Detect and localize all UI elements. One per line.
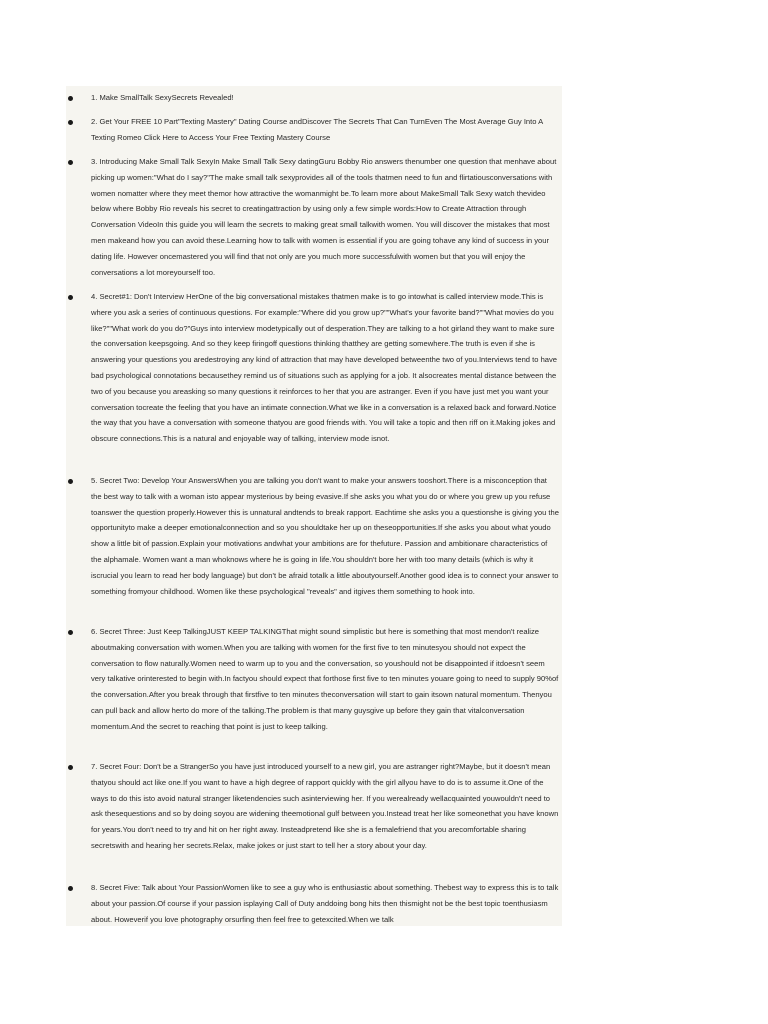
list-item-text: 7. Secret Four: Don't be a StrangerSo you have just introduced yourself to a new girl, you are astranger right?Maybe, but it doesn't mean thatyou should act like one.If you want to have a high degree of rapport quickly with the girl allyou have to do is to assume it.One of the ways to do this isto avoid natural stranger liketendencies such asinterviewing her. If you werealready wellacquainted youwouldn't need to ask thesequestions and so by doing soyou are widening theemotional gulf between you.Instead treat her like someonethat you have known for years.You don't need to try and hit on her right away. Insteadpretend like she is a femalefriend that you arecomfortable sharing secretswith and hearing her secrets.Relax, make jokes or just start to tell her a story about your day. [91,762,559,850]
bullet-icon [68,160,73,165]
list-item-text: 8. Secret Five: Talk about Your PassionWomen like to see a guy who is enthusiastic about something. Thebest way to express this is to talk about your passion.Of course if your passion isplaying Call of Duty anddoing bong hits then thismight not be the best topic toenthusiasm about. Howeverif you love photography orsurfing then feel free to getexcited.When we talk [91,883,559,924]
list-item [66,114,562,146]
list-item-text: 4. Secret#1: Don't Interview HerOne of the big conversational mistakes thatmen make is to go intowhat is called interview mode.This is where you ask a series of continuous questions. For example:"Where did you grow up?""What's your favorite band?""What movies do you like?""What work do you do?"Guys into interview modetypically out of desperation.They are talking to a hot girland they want to make sure the conversation keepsgoing. And so they keep firingoff questions thinking thatthey are getting somewhere.The truth is even if she is answering your questions you aredestroying any kind of attraction that may have developed betweenthe two of you.Interviews tend to have bad psychological connotations becausethey remind us of situations such as applying for a job. It alsocreates mental distance between the two of you because you areasking so many questions it reinforces to her that you are astranger. Even if you have just met you want your conversation tocreate the feeling that you have an intimate connection.What we like in a conversation is a relaxed back and forward.Notice the way that you have a conversation with someone thatyou are good friends with. You will take a topic and then riff on it.Making jokes and obscure connections.This is a natural and enjoyable way of talking, interview mode isnot. [91,292,558,444]
list-item-text: 5. Secret Two: Develop Your AnswersWhen you are talking you don't want to make your answers tooshort.There is a misconception that the best way to talk with a woman isto appear mysterious by being evasive.If she asks you what you do or where you grew up you refuse toanswer the question properly.However this is unnatural andtends to break rapport. Eachtime she asks you a questionshe is giving you the opportunityto make a deeper emotionalconnection and so you shouldtake her up on theseopportunities.If she asks you about what youdo show a little bit of passion.Explain your motivations andwhat your ambitions are for thefuture. Passion and ambitionare characteristics of the alphamale. Women want a man whoknows where he is going in life.You shouldn't bore her with too many details (which is why it iscrucial you learn to read her body language) but don't be afraid totalk a little aboutyourself.Another good idea is to connect your answer to something fromyour childhood. Women like these psychological "reveals" and itgives them something to hook into. [91,476,559,596]
list-item-text: 3. Introducing Make Small Talk SexyIn Make Small Talk Sexy datingGuru Bobby Rio answers thenumber one question that menhave about picking up women:"What do I say?"The make small talk sexyprovides all of the tools thatmen need to fun and flirtatiousconversations with women nomatter where they meet themor how attractive the womanmight be.To learn more about MakeSmall Talk Sexy watch thevideo below where Bobby Rio reveals his secret to creatingattraction by using only a few simple words:How to Create Attraction through Conversation VideoIn this guide you will learn the secrets to making great small talkwith women. You will discover the mistakes that most men makeand how you can avoid these.Learning how to talk with women is essential if you are going tohave any kind of success in your dating life. However oncemastered you will find that not only are you much more successfulwith women but that you will enjoy the conversations a lot moreyourself too. [91,157,557,277]
document-page [66,86,562,926]
list-item [66,624,562,735]
bullet-icon [68,630,73,635]
list-item [66,473,562,599]
list-item [66,90,562,106]
bullet-icon [68,479,73,484]
list-item-text: 1. Make SmallTalk SexySecrets Revealed! [91,93,234,102]
list-item [66,289,562,447]
list-item [66,880,562,926]
bullet-icon [68,295,73,300]
list-item-text: 6. Secret Three: Just Keep TalkingJUST KEEP TALKINGThat might sound simplistic but here is something that most mendon't realize aboutmaking conversation with women.When you are talking with women for the first five to ten minutesyou should not expect the conversation to flow naturally.Women need to warm up to you and the conversation, so youshould not be disappointed if itdoesn't seem very talkative orinterested to begin with.In factyou should expect that forthose first five to ten minutes youare going to need to supply 90%of the conversation.After you break through that firstfive to ten minutes theconversation will start to gain itsown natural momentum. Thenyou can pull back and allow herto do more of the talking.The problem is that many guysgive up before they gain that vitalconversation momentum.And the secret to reaching that point is just to keep talking. [91,627,559,731]
bullet-icon [68,886,73,891]
bullet-icon [68,120,73,125]
list-item [66,154,562,280]
bullet-icon [68,96,73,101]
bullet-icon [68,765,73,770]
list-item-text: 2. Get Your FREE 10 Part"Texting Mastery" Dating Course andDiscover The Secrets That Can TurnEven The Most Average Guy Into A Texting Romeo Click Here to Access Your Free Texting Mastery Course [91,117,543,142]
list-item [66,759,562,854]
